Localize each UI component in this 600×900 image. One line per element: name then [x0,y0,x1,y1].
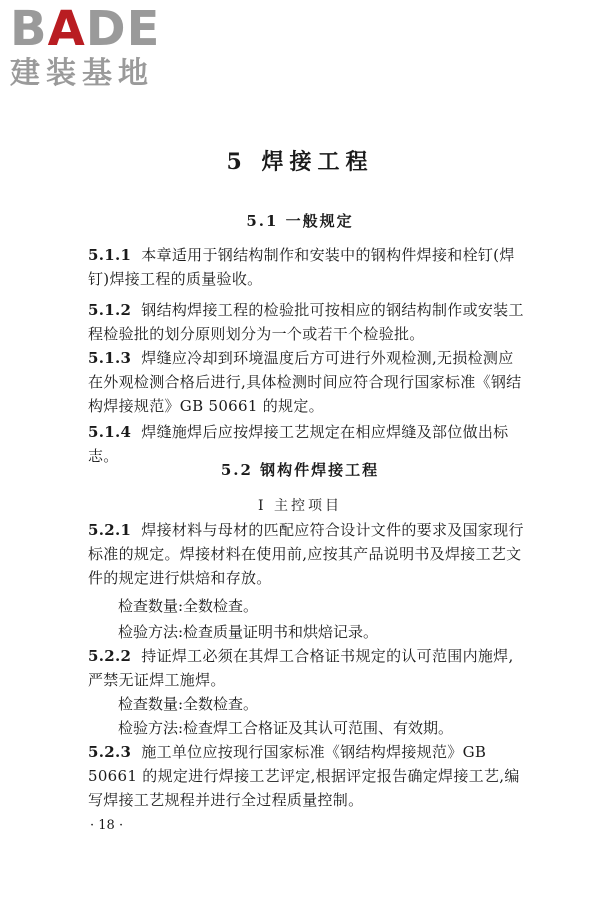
inspection-method-5-2-1: 检验方法:检查质量证明书和烘焙记录。 [118,623,379,641]
chapter-title: 5 焊接工程 [226,149,374,175]
page-number: · 18 · [90,818,124,833]
brand-wordmark: BADE [10,1,161,57]
clause-5-1-2: 5.1.2 钢结构焊接工程的检验批可按相应的钢结构制作或安装工程检验批的划分原则划分为一个或若干个检验批。 [88,301,524,343]
clause-5-1-4: 5.1.4 焊缝施焊后应按焊接工艺规定在相应焊缝及部位做出标志。 [88,423,509,465]
clause-5-2-3: 5.2.3 施工单位应按现行国家标准《钢结构焊接规范》GB 50661 的规定进行焊接工艺评定,根据评定报告确定焊接工艺,编写焊接工艺规程并进行全过程质量控制。 [88,743,520,809]
clause-5-2-1: 5.2.1 焊接材料与母材的匹配应符合设计文件的要求及国家现行标准的规定。焊接材料在使用前,应按其产品说明书及焊接工艺文件的规定进行烘焙和存放。 [88,521,524,587]
section-title-5-2: 5.2 钢构件焊接工程 [220,461,380,479]
subsection-title-main-items: Ⅰ 主控项目 [258,498,342,514]
brand-logo [10,1,180,92]
inspection-method-5-2-2: 检验方法:检查焊工合格证及其认可范围、有效期。 [118,719,454,737]
clause-5-1-1: 5.1.1 本章适用于钢结构制作和安装中的钢构件焊接和栓钉(焊钉)焊接工程的质量验收。 [88,246,515,288]
brand-subtitle: 建装基地 [10,56,154,91]
clause-5-2-2: 5.2.2 持证焊工必须在其焊工合格证书规定的认可范围内施焊,严禁无证焊工施焊。 [88,647,514,689]
clause-5-1-3: 5.1.3 焊缝应冷却到环境温度后方可进行外观检测,无损检测应在外观检测合格后进行,具体检测时间应符合现行国家标准《钢结构焊接规范》GB 50661 的规定。 [88,349,522,415]
section-title-5-1: 5.1 一般规定 [246,212,354,230]
inspection-quantity-5-2-1: 检查数量:全数检查。 [118,597,259,615]
inspection-quantity-5-2-2: 检查数量:全数检查。 [118,695,259,713]
